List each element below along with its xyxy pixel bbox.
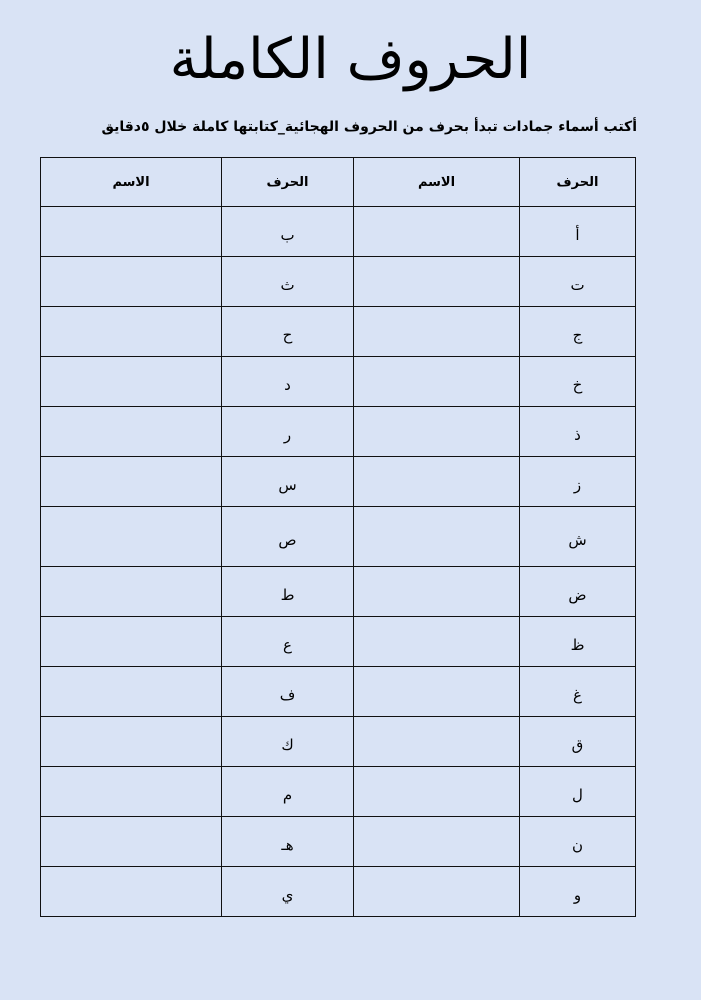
- name-answer-cell[interactable]: [354, 617, 520, 667]
- table-row: [41, 257, 636, 307]
- letter-cell: ش: [520, 507, 636, 567]
- table-row: [41, 307, 636, 357]
- name-answer-cell[interactable]: [354, 667, 520, 717]
- letter-cell: ث: [222, 257, 354, 307]
- letter-cell: و: [520, 867, 636, 917]
- name-answer-cell[interactable]: [354, 767, 520, 817]
- name-answer-cell[interactable]: [354, 817, 520, 867]
- page-title: الحروف الكاملة: [169, 27, 532, 92]
- letter-cell: ص: [222, 507, 354, 567]
- table-row: [41, 667, 636, 717]
- letter-cell: ق: [520, 717, 636, 767]
- letter-cell: ج: [520, 307, 636, 357]
- header-letter-2: الحرف: [222, 158, 354, 207]
- table-body: [41, 207, 636, 917]
- name-answer-cell[interactable]: [41, 507, 222, 567]
- name-answer-cell[interactable]: [354, 867, 520, 917]
- letter-cell: ت: [520, 257, 636, 307]
- name-answer-cell[interactable]: [41, 207, 222, 257]
- header-name-2: الاسم: [41, 158, 222, 207]
- letter-cell: ط: [222, 567, 354, 617]
- name-answer-cell[interactable]: [41, 767, 222, 817]
- name-answer-cell[interactable]: [354, 717, 520, 767]
- letter-cell: خ: [520, 357, 636, 407]
- name-answer-cell[interactable]: [354, 257, 520, 307]
- name-answer-cell[interactable]: [41, 567, 222, 617]
- table-row: [41, 617, 636, 667]
- letter-cell: ب: [222, 207, 354, 257]
- name-answer-cell[interactable]: [41, 817, 222, 867]
- table-row: [41, 457, 636, 507]
- table-row: [41, 567, 636, 617]
- table-row: [41, 507, 636, 567]
- letter-cell: غ: [520, 667, 636, 717]
- name-answer-cell[interactable]: [354, 457, 520, 507]
- letter-cell: ن: [520, 817, 636, 867]
- table-row: [41, 357, 636, 407]
- name-answer-cell[interactable]: [41, 867, 222, 917]
- name-answer-cell[interactable]: [41, 407, 222, 457]
- header-letter-1: الحرف: [520, 158, 636, 207]
- letter-cell: ع: [222, 617, 354, 667]
- letter-cell: ذ: [520, 407, 636, 457]
- header-name-1: الاسم: [354, 158, 520, 207]
- letter-cell: ر: [222, 407, 354, 457]
- letter-cell: ظ: [520, 617, 636, 667]
- table-row: [41, 407, 636, 457]
- table-row: [41, 767, 636, 817]
- name-answer-cell[interactable]: [41, 357, 222, 407]
- name-answer-cell[interactable]: [354, 507, 520, 567]
- letter-cell: أ: [520, 207, 636, 257]
- letter-cell: د: [222, 357, 354, 407]
- letter-cell: ف: [222, 667, 354, 717]
- table-header-row: [41, 158, 636, 207]
- name-answer-cell[interactable]: [41, 617, 222, 667]
- name-answer-cell[interactable]: [354, 567, 520, 617]
- letter-cell: هـ: [222, 817, 354, 867]
- letter-cell: س: [222, 457, 354, 507]
- name-answer-cell[interactable]: [41, 257, 222, 307]
- name-answer-cell[interactable]: [41, 717, 222, 767]
- letters-table: [40, 157, 636, 917]
- name-answer-cell[interactable]: [41, 457, 222, 507]
- name-answer-cell[interactable]: [41, 307, 222, 357]
- letter-cell: م: [222, 767, 354, 817]
- name-answer-cell[interactable]: [354, 357, 520, 407]
- name-answer-cell[interactable]: [354, 407, 520, 457]
- name-answer-cell[interactable]: [41, 667, 222, 717]
- instruction-text: أكتب أسماء جمادات تبدأ بحرف من الحروف الهجائية_كتابتها كاملة خلال ٥دقايق: [101, 119, 637, 135]
- name-answer-cell[interactable]: [354, 207, 520, 257]
- letter-cell: ح: [222, 307, 354, 357]
- name-answer-cell[interactable]: [354, 307, 520, 357]
- table-row: [41, 817, 636, 867]
- letter-cell: ي: [222, 867, 354, 917]
- table-row: [41, 717, 636, 767]
- letter-cell: ز: [520, 457, 636, 507]
- letter-cell: ك: [222, 717, 354, 767]
- letter-cell: ض: [520, 567, 636, 617]
- table-row: [41, 867, 636, 917]
- table-row: [41, 207, 636, 257]
- letter-cell: ل: [520, 767, 636, 817]
